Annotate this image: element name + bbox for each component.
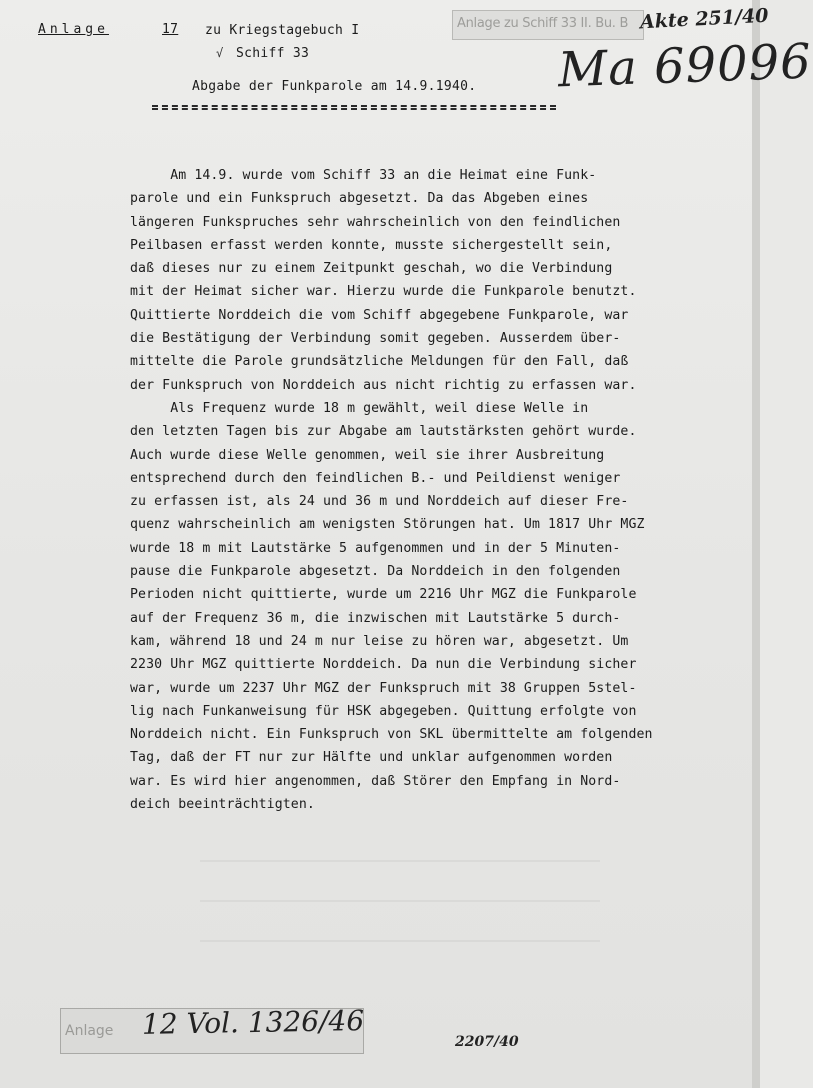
body-line: Norddeich nicht. Ein Funkspruch von SKL übermittelte am folgenden [130, 727, 653, 743]
body-line: mit der Heimat sicher war. Hierzu wurde die Funkparole benutzt. [130, 284, 637, 300]
bleed-through-line [200, 900, 600, 902]
body-line: Peilbasen erfasst werden konnte, musste sichergestellt sein, [130, 237, 613, 253]
body-line: deich beeinträchtigten. [130, 797, 315, 813]
war-diary-reference: zu Kriegstagebuch I [205, 23, 360, 38]
title-double-underline [152, 105, 556, 110]
handwritten-file-reference: Akte 251/40 [639, 4, 769, 34]
check-mark: √ [216, 46, 224, 60]
body-line: entsprechend durch den feindlichen B.- und Peildienst weniger [130, 470, 621, 486]
body-line: kam, während 18 und 24 m nur leise zu hören war, abgesetzt. Um [130, 633, 629, 649]
body-line: längeren Funkspruches sehr wahrscheinlich von den feindlichen [130, 214, 621, 230]
body-line: Quittierte Norddeich die vom Schiff abgegebene Funkparole, war [130, 307, 629, 323]
body-line: lig nach Funkanweisung für HSK abgegeben. Quittung erfolgte von [130, 703, 637, 719]
body-line: Am 14.9. wurde vom Schiff 33 an die Heimat eine Funk- [130, 168, 597, 183]
body-line: 2230 Uhr MGZ quittierte Norddeich. Da nun die Verbindung sicher [130, 657, 637, 673]
body-line: war, wurde um 2237 Uhr MGZ der Funkspruch mit 38 Gruppen 5stel- [130, 680, 637, 696]
bleed-through-line [200, 860, 600, 862]
body-line: die Bestätigung der Verbindung somit gegeben. Ausserdem über- [130, 331, 621, 347]
handwritten-volume-note: 12 Vol. 1326/46 [141, 1004, 365, 1041]
bleed-through-line [200, 940, 600, 942]
body-line: Tag, daß der FT nur zur Hälfte und unklar aufgenommen worden [130, 750, 613, 766]
body-line: Perioden nicht quittierte, wurde um 2216 Uhr MGZ die Funkparole [130, 587, 637, 603]
report-body [130, 164, 762, 816]
body-line: Als Frequenz wurde 18 m gewählt, weil diese Welle in [130, 400, 589, 416]
archive-stamp-top [452, 10, 644, 40]
body-line: Auch wurde diese Welle genommen, weil sie ihrer Ausbreitung [130, 447, 605, 463]
body-line: mittelte die Parole grundsätzliche Meldungen für den Fall, daß [130, 354, 629, 370]
body-line: wurde 18 m mit Lautstärke 5 aufgenommen und in der 5 Minuten- [130, 540, 621, 556]
archive-stamp-top-text: Anlage zu Schiff 33 II. Bu. B [457, 16, 629, 31]
body-line: daß dieses nur zu einem Zeitpunkt geschah, wo die Verbindung [130, 261, 613, 277]
body-line: zu erfassen ist, als 24 und 36 m und Norddeich auf dieser Fre- [130, 494, 629, 510]
body-line: parole und ein Funkspruch abgesetzt. Da das Abgeben eines [130, 191, 589, 207]
document-title: Abgabe der Funkparole am 14.9.1940. [192, 79, 477, 94]
ship-designation: Schiff 33 [236, 46, 310, 61]
handwritten-archive-number: Ma 69096 [557, 33, 813, 99]
body-line: auf der Frequenz 36 m, die inzwischen mit Lautstärke 5 durch- [130, 610, 621, 626]
body-line: quenz wahrscheinlich am wenigsten Störungen hat. Um 1817 Uhr MGZ [130, 517, 645, 533]
anlage-number: 17 [162, 22, 179, 37]
body-line: pause die Funkparole abgesetzt. Da Norddeich in den folgenden [130, 564, 621, 580]
handwritten-footer-number: 2207/40 [455, 1034, 519, 1050]
body-line: der Funkspruch von Norddeich aus nicht richtig zu erfassen war. [130, 377, 637, 393]
body-line: den letzten Tagen bis zur Abgabe am lautstärksten gehört wurde. [130, 424, 637, 440]
anlage-label: Anlage [38, 22, 109, 37]
body-line: war. Es wird hier angenommen, daß Störer den Empfang in Nord- [130, 773, 621, 789]
archive-stamp-bottom-text: Anlage [65, 1023, 114, 1039]
